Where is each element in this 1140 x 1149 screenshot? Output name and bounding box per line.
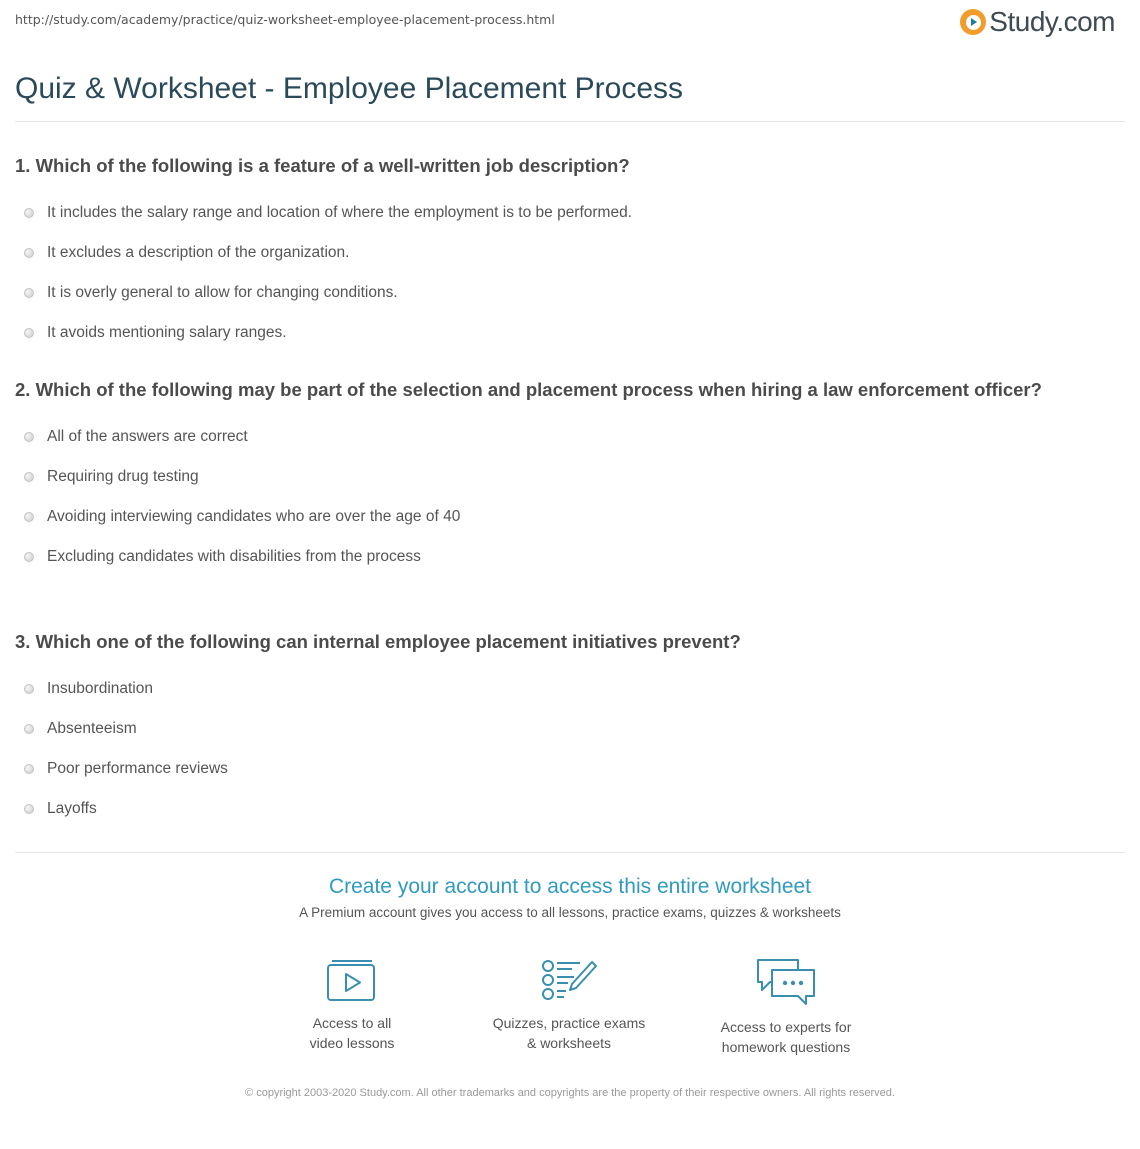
feature-label bbox=[686, 1017, 886, 1057]
radio-icon[interactable] bbox=[24, 512, 34, 522]
answer-label[interactable]: Poor performance reviews bbox=[47, 760, 228, 777]
top-bar bbox=[15, 0, 1125, 60]
answer-option[interactable] bbox=[15, 417, 1110, 457]
answer-label[interactable]: It includes the salary range and location of where the employment is to be performed. bbox=[47, 204, 633, 221]
answer-label[interactable]: Layoffs bbox=[47, 800, 97, 817]
answer-option[interactable] bbox=[15, 749, 1110, 789]
question-3 bbox=[15, 628, 1110, 829]
answer-label[interactable]: It avoids mentioning salary ranges. bbox=[47, 324, 287, 341]
answer-label[interactable]: Absenteeism bbox=[47, 720, 137, 737]
answer-label[interactable]: It is overly general to allow for changing conditions. bbox=[47, 284, 398, 301]
radio-icon[interactable] bbox=[24, 684, 34, 694]
video-lesson-icon bbox=[326, 958, 378, 1002]
answer-option[interactable] bbox=[15, 709, 1110, 749]
answer-option[interactable] bbox=[15, 457, 1110, 497]
question-2 bbox=[15, 376, 1110, 577]
radio-icon[interactable] bbox=[24, 208, 34, 218]
cta-title[interactable]: Create your account to access this entire worksheet bbox=[328, 875, 812, 898]
feature-label-line: Access to experts for bbox=[720, 1019, 852, 1035]
answer-label[interactable]: All of the answers are correct bbox=[47, 428, 248, 445]
answer-label[interactable]: It excludes a description of the organization. bbox=[47, 244, 350, 261]
answer-label[interactable]: Excluding candidates with disabilities from the process bbox=[47, 548, 421, 565]
radio-icon[interactable] bbox=[24, 804, 34, 814]
quiz-checklist-icon bbox=[540, 958, 598, 1002]
radio-icon[interactable] bbox=[24, 248, 34, 258]
answer-option[interactable] bbox=[15, 313, 1110, 353]
answer-list bbox=[15, 669, 1110, 829]
answer-list bbox=[15, 193, 1110, 353]
question-text: 2. Which of the following may be part of the selection and placement process when hiring a law enforcement officer? bbox=[15, 379, 1042, 400]
question-text: 1. Which of the following is a feature of a well-written job description? bbox=[15, 155, 630, 176]
radio-icon[interactable] bbox=[24, 724, 34, 734]
feature-video-lessons bbox=[252, 958, 452, 1053]
logo-text: Study.com bbox=[989, 6, 1115, 37]
answer-option[interactable] bbox=[15, 233, 1110, 273]
question-text: 3. Which one of the following can internal employee placement initiatives prevent? bbox=[15, 631, 741, 652]
feature-label bbox=[252, 1013, 452, 1053]
radio-icon[interactable] bbox=[24, 432, 34, 442]
feature-label bbox=[469, 1013, 669, 1053]
chat-bubbles-icon bbox=[754, 958, 818, 1006]
play-logo-icon bbox=[960, 9, 986, 35]
answer-option[interactable] bbox=[15, 669, 1110, 709]
feature-label-line: Quizzes, practice exams bbox=[492, 1015, 646, 1031]
radio-icon[interactable] bbox=[24, 472, 34, 482]
answer-label[interactable]: Insubordination bbox=[47, 680, 153, 697]
feature-experts bbox=[686, 958, 886, 1057]
feature-quizzes bbox=[469, 958, 669, 1053]
feature-label-line: video lessons bbox=[309, 1035, 395, 1051]
question-1 bbox=[15, 152, 1110, 353]
radio-icon[interactable] bbox=[24, 288, 34, 298]
answer-option[interactable] bbox=[15, 497, 1110, 537]
feature-label-line: homework questions bbox=[721, 1039, 851, 1055]
page-title: Quiz & Worksheet - Employee Placement Process bbox=[15, 72, 684, 105]
answer-label[interactable]: Avoiding interviewing candidates who are over the age of 40 bbox=[47, 508, 461, 525]
radio-icon[interactable] bbox=[24, 552, 34, 562]
answer-list bbox=[15, 417, 1110, 577]
title-divider bbox=[15, 121, 1125, 122]
radio-icon[interactable] bbox=[24, 328, 34, 338]
page-url[interactable]: http://study.com/academy/practice/quiz-worksheet-employee-placement-process.html bbox=[15, 12, 555, 27]
feature-label-line: Access to all bbox=[312, 1015, 392, 1031]
answer-label[interactable]: Requiring drug testing bbox=[47, 468, 199, 485]
feature-label-line: & worksheets bbox=[526, 1035, 612, 1051]
answer-option[interactable] bbox=[15, 273, 1110, 313]
answer-option[interactable] bbox=[15, 193, 1110, 233]
answer-option[interactable] bbox=[15, 789, 1110, 829]
study-logo[interactable] bbox=[960, 6, 1115, 38]
section-divider bbox=[15, 852, 1125, 853]
cta-subtitle: A Premium account gives you access to all lessons, practice exams, quizzes & worksheets bbox=[299, 905, 841, 920]
answer-option[interactable] bbox=[15, 537, 1110, 577]
copyright-notice: © copyright 2003-2020 Study.com. All other trademarks and copyrights are the property of their respective owners. All rights reserved. bbox=[245, 1087, 895, 1099]
radio-icon[interactable] bbox=[24, 764, 34, 774]
